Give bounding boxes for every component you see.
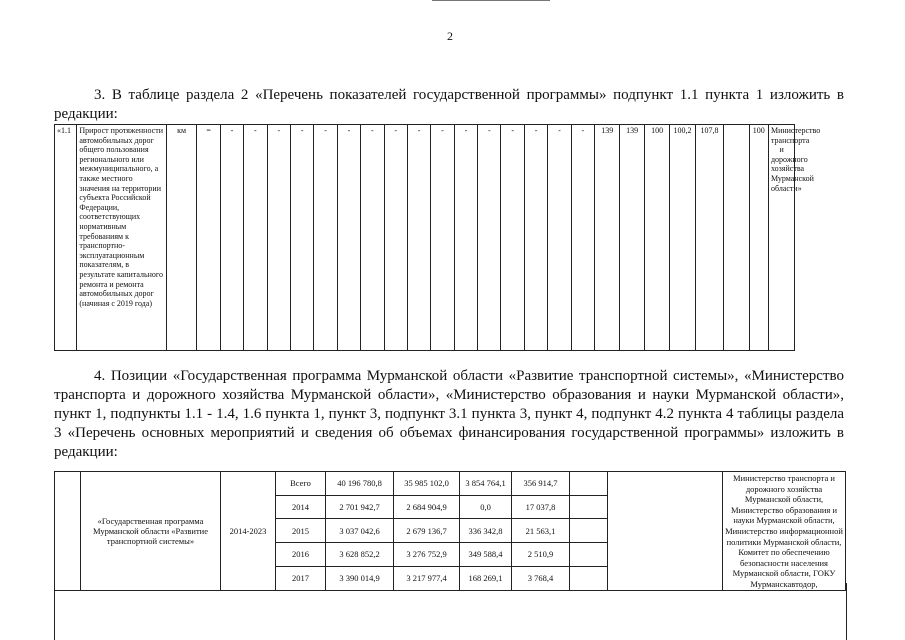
executors-cell: Министерство транспорта и дорожного хозяйства Мурманской области, Министерство образования и науки Мурманской области, Министерство информационной политики Мурманской области, Комитет по обеспечению безопасности населения Мурманской области, ГОКУ Мурманскавтодор, <box>723 472 846 591</box>
local-cell: 356 914,7 <box>512 472 570 496</box>
section-4-paragraph: 4. Позиции «Государственная программа Мурманской области «Развитие транспортной системы», «Министерство транспорта и дорожного хозяйства Мурманской области», «Министерство образования и науки Мурманской области», пункт 1, подпункты 1.1 - 1.4, 1.6 пункта 1, пункт 3, подпункт 3.1 пункта 3, пункт 4, подпункт 4.2 пункта 4 таблицы раздела 3 «Перечень основных мероприятий и сведения об объемах финансирования государственной программы» изложить в редакции: <box>54 368 844 460</box>
value-cell: = <box>197 125 220 351</box>
value-cell: - <box>571 125 594 351</box>
program-name: «Государственная программа Мурманской области «Развитие транспортной системы» <box>81 472 221 591</box>
regional-cell: 3 217 977,4 <box>394 566 460 590</box>
local-cell: 2 510,9 <box>512 543 570 567</box>
value-cell: - <box>314 125 337 351</box>
indicator-cell <box>608 472 723 591</box>
federal-cell: 168 269,1 <box>460 566 512 590</box>
extra-cell <box>570 472 608 496</box>
value-cell: - <box>384 125 407 351</box>
value-cell: - <box>267 125 290 351</box>
row-number <box>55 472 81 591</box>
executor-cell: Министерство транспорта и дорожного хозяйства Мурманской области» <box>768 125 794 351</box>
value-cell: - <box>407 125 430 351</box>
value-cell: - <box>361 125 384 351</box>
year-cell: Всего <box>276 472 326 496</box>
local-cell: 21 563,1 <box>512 519 570 543</box>
value-cell: - <box>454 125 477 351</box>
value-cell: - <box>431 125 454 351</box>
value-cell: 107,8 <box>695 125 723 351</box>
value-cell: - <box>220 125 243 351</box>
table-row <box>55 472 846 496</box>
value-cell: 100,2 <box>670 125 695 351</box>
value-cell: - <box>501 125 524 351</box>
value-cell: - <box>337 125 360 351</box>
federal-cell: 349 588,4 <box>460 543 512 567</box>
extra-cell <box>570 543 608 567</box>
regional-cell: 2 684 904,9 <box>394 495 460 519</box>
value-cell: - <box>478 125 501 351</box>
regional-cell: 3 276 752,9 <box>394 543 460 567</box>
unit-cell: км <box>166 125 197 351</box>
year-cell: 2016 <box>276 543 326 567</box>
federal-cell: 0,0 <box>460 495 512 519</box>
value-cell: 100 <box>749 125 768 351</box>
total-cell: 3 390 014,9 <box>326 566 394 590</box>
value-cell: - <box>244 125 267 351</box>
regional-cell: 2 679 136,7 <box>394 519 460 543</box>
total-cell: 3 628 852,2 <box>326 543 394 567</box>
local-cell: 3 768,4 <box>512 566 570 590</box>
indicators-table <box>54 124 845 351</box>
local-cell: 17 037,8 <box>512 495 570 519</box>
extra-cell <box>570 495 608 519</box>
indicator-name: Прирост протяженности автомобильных дорог общего пользования регионального или межмуниципального, а также местного значения на территории субъекта Российской Федерации, соответствующих нормативным требованиям к транспортно-эксплуатационным показателям, в результате капитального ремонта и ремонта автомобильных дорог (начиная с 2019 года) <box>77 125 167 351</box>
value-cell: - <box>548 125 571 351</box>
page-number: 2 <box>447 29 453 43</box>
value-cell: - <box>290 125 313 351</box>
total-cell: 2 701 942,7 <box>326 495 394 519</box>
total-cell: 40 196 780,8 <box>326 472 394 496</box>
extra-cell <box>570 519 608 543</box>
year-cell: 2014 <box>276 495 326 519</box>
value-cell <box>724 125 749 351</box>
top-rule <box>432 0 550 1</box>
value-cell: 100 <box>644 125 669 351</box>
year-cell: 2015 <box>276 519 326 543</box>
year-cell: 2017 <box>276 566 326 590</box>
program-period: 2014-2023 <box>221 472 276 591</box>
row-number: «1.1 <box>55 125 77 351</box>
table-row <box>55 125 846 351</box>
value-cell: 139 <box>620 125 644 351</box>
federal-cell: 336 342,8 <box>460 519 512 543</box>
regional-cell: 35 985 102,0 <box>394 472 460 496</box>
value-cell: 139 <box>595 125 620 351</box>
total-cell: 3 037 042,6 <box>326 519 394 543</box>
section-3-paragraph: 3. В таблице раздела 2 «Перечень показателей государственной программы» подпункт 1.1 пункта 1 изложить в редакции: <box>54 87 844 122</box>
value-cell: - <box>524 125 547 351</box>
financing-table <box>54 471 846 591</box>
table-continuation <box>54 583 847 640</box>
federal-cell: 3 854 764,1 <box>460 472 512 496</box>
